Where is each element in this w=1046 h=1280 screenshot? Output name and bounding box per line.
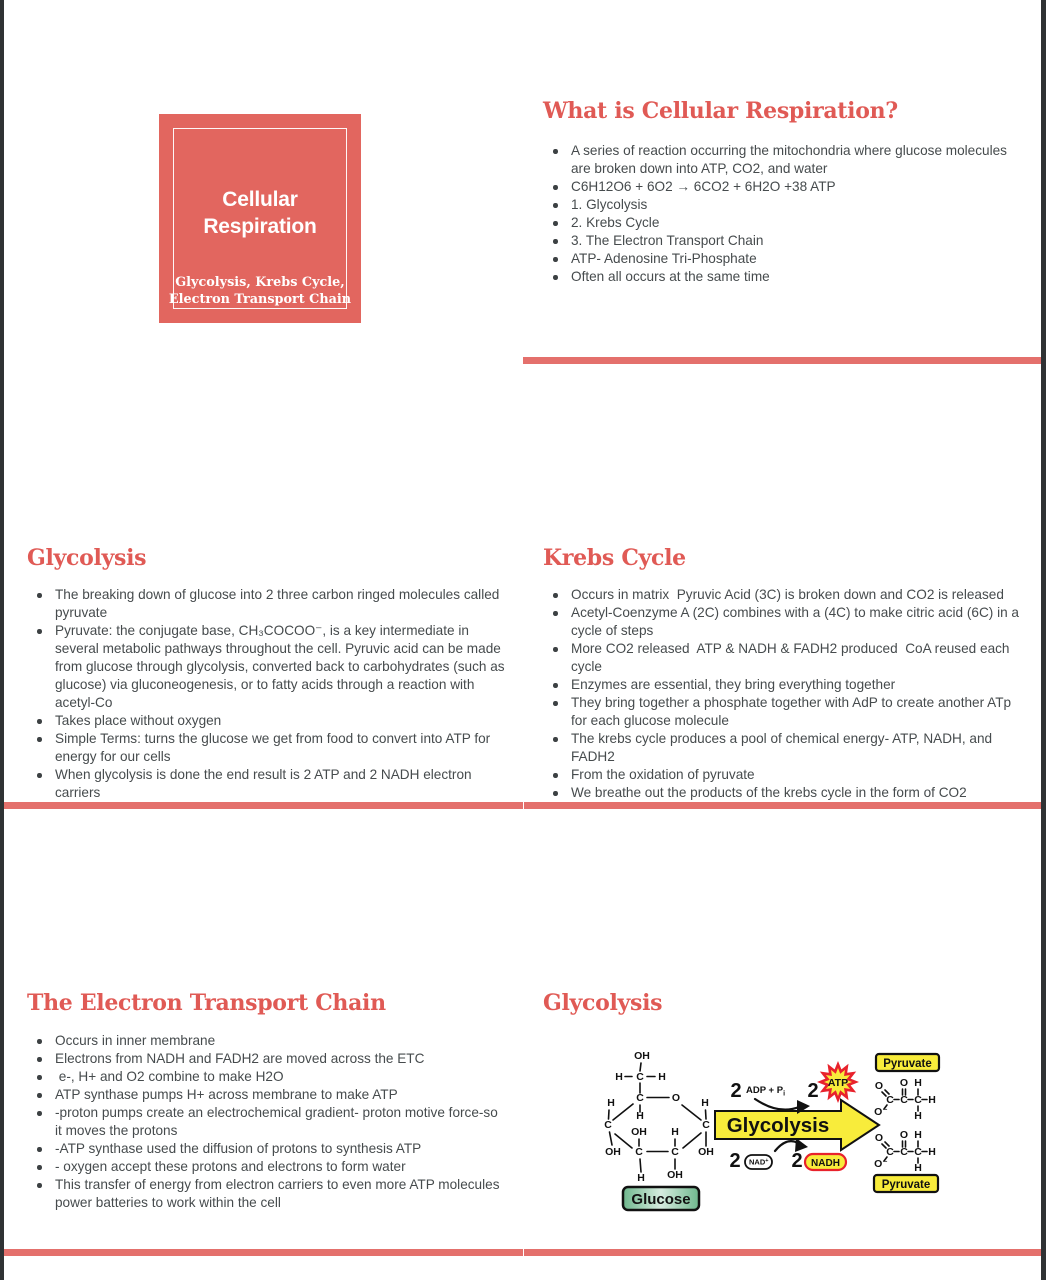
page-edge-right — [1041, 0, 1046, 1280]
accent-bar — [523, 357, 1041, 364]
adp-atp-arrow — [755, 1099, 799, 1110]
adp-subscript: i — [783, 1090, 786, 1098]
nadh-coefficient: 2 — [791, 1150, 803, 1172]
atom-label: C — [635, 1146, 643, 1158]
atp-starburst — [817, 1061, 859, 1103]
bullet-item: A series of reaction occurring the mitochondria where glucose molecules are broken down into ATP, CO2, and water — [543, 142, 1015, 178]
atom-label: C — [636, 1092, 644, 1104]
atom-label: O — [899, 1129, 909, 1141]
title-slide-box — [159, 114, 361, 323]
bullet-item: Often all occurs at the same time — [543, 268, 1015, 286]
bullet-item: -proton pumps create an electrochemical gradient- proton motive force-so it moves the protons — [27, 1104, 505, 1140]
bullet-item: 1. Glycolysis — [543, 196, 1015, 214]
atom-label: H — [914, 1077, 922, 1089]
nad-coefficient: 2 — [729, 1150, 741, 1172]
atom-label: C — [886, 1094, 894, 1106]
bullet-item: The breaking down of glucose into 2 three carbon ringed molecules called pyruvate — [27, 586, 505, 622]
adp-coefficient: 2 — [730, 1080, 742, 1102]
atom-label: H — [914, 1110, 922, 1122]
atom-label: OH — [634, 1050, 650, 1062]
bullet-item: -ATP synthase used the diffusion of protons to synthesis ATP — [27, 1140, 505, 1158]
atom-label: O⁻ — [874, 1158, 888, 1170]
bullet-item: ATP- Adenosine Tri-Phosphate — [543, 250, 1015, 268]
glucose-label: Glucose — [631, 1191, 691, 1208]
slide-title-glycolysis: Glycolysis — [27, 545, 147, 571]
accent-bar — [524, 1249, 1041, 1256]
atom-label: C — [900, 1146, 908, 1158]
bullet-item: Acetyl-Coenzyme A (2C) combines with a (4C) to make citric acid (6C) in a cycle of steps — [543, 604, 1019, 640]
atom-label: O — [874, 1080, 884, 1092]
nad-label: NAD — [749, 1157, 766, 1167]
glycolysis-bullet-list — [27, 586, 505, 802]
atom-label: H — [914, 1129, 922, 1141]
bullet-item: From the oxidation of pyruvate — [543, 766, 1019, 784]
atom-label: O — [899, 1077, 909, 1089]
slide-title-what-is: What is Cellular Respiration? — [543, 98, 898, 124]
slide-title-glycolysis-diagram: Glycolysis — [543, 990, 663, 1016]
atom-label: H — [615, 1071, 623, 1083]
bullet-item: They bring together a phosphate together with AdP to create another ATp for each glucose molecule — [543, 694, 1019, 730]
bullet-item: 2. Krebs Cycle — [543, 214, 1015, 232]
nad-to-nadh — [729, 1138, 846, 1172]
etc-bullet-list — [27, 1032, 505, 1212]
glucose-molecule — [604, 1050, 714, 1210]
atom-label: H — [671, 1126, 679, 1138]
bullet-item: This transfer of energy from electron carriers to even more ATP molecules power batteries to work within the cell — [27, 1176, 505, 1212]
atom-label: H — [658, 1071, 666, 1083]
bullet-item: Simple Terms: turns the glucose we get from food to convert into ATP for energy for our cells — [27, 730, 505, 766]
bullet-item: We breathe out the products of the krebs cycle in the form of CO2 — [543, 784, 1019, 802]
page-edge-left — [0, 0, 4, 1280]
atom-label: OH — [698, 1146, 714, 1158]
atp-label: ATP — [827, 1077, 849, 1089]
bullet-item: ATP synthase pumps H+ across membrane to make ATP — [27, 1086, 505, 1104]
atom-label: O — [874, 1132, 884, 1144]
atom-label: OH — [605, 1146, 621, 1158]
atom-label: C — [900, 1094, 908, 1106]
krebs-bullet-list — [543, 586, 1019, 802]
deck-subtitle-line2: Electron Transport Chain — [168, 292, 352, 307]
atom-label: C — [604, 1119, 612, 1131]
slide-title-etc: The Electron Transport Chain — [27, 990, 386, 1016]
atom-label: C — [914, 1094, 922, 1106]
atom-label: OH — [631, 1126, 647, 1138]
atom-label: H — [914, 1162, 922, 1174]
bullet-item: Occurs in matrix Pyruvic Acid (3C) is broken down and CO2 is released — [543, 586, 1019, 604]
accent-bar — [4, 1249, 523, 1256]
what-is-bullet-list — [543, 142, 1015, 286]
atom-label: H — [928, 1146, 936, 1158]
atom-label: H — [928, 1094, 936, 1106]
deck-subtitle — [159, 274, 361, 308]
svg-text:ADP + Pi — [746, 1085, 785, 1098]
atom-label: O⁻ — [874, 1106, 888, 1118]
atom-label: H — [637, 1172, 645, 1184]
atom-label: O — [671, 1092, 681, 1104]
atom-label: H — [636, 1110, 644, 1122]
atom-label: OH — [667, 1169, 683, 1181]
pyruvate-label: Pyruvate — [881, 1179, 931, 1191]
bullet-item: Takes place without oxygen — [27, 712, 505, 730]
accent-bar — [524, 802, 1041, 809]
atom-label: C — [914, 1146, 922, 1158]
bullet-item: The krebs cycle produces a pool of chemical energy- ATP, NADH, and FADH2 — [543, 730, 1019, 766]
pyruvate-top — [874, 1054, 939, 1122]
bullet-item: e-, H+ and O2 combine to make H2O — [27, 1068, 505, 1086]
slide-title-krebs: Krebs Cycle — [543, 545, 686, 571]
atom-label: C — [671, 1146, 679, 1158]
bullet-item: Pyruvate: the conjugate base, CH₃COCOO⁻, is a key intermediate in several metabolic pathways throughout the cell. Pyruvic acid can be made from glucose through glycolysis, converted back to carbohydrates (such as glucose) via gluconeogenesis, or to fatty acids through a reaction with acetyl-Co — [27, 622, 505, 712]
atom-label: H — [607, 1097, 615, 1109]
bullet-item: More CO2 released ATP & NADH & FADH2 produced CoA reused each cycle — [543, 640, 1019, 676]
atom-label: C — [636, 1071, 644, 1083]
bullet-item: Enzymes are essential, they bring everything together — [543, 676, 1019, 694]
bullet-item: Occurs in inner membrane — [27, 1032, 505, 1050]
deck-title: Cellular Respiration — [203, 188, 317, 238]
adp-to-atp — [730, 1061, 859, 1114]
pyruvate-bottom — [874, 1129, 938, 1192]
bullet-item: C6H12O6 + 6O2 → 6CO2 + 6H2O +38 ATP — [543, 178, 1015, 196]
atom-label: H — [701, 1097, 709, 1109]
atp-coefficient: 2 — [807, 1080, 819, 1102]
glycolysis-diagram — [595, 1035, 1015, 1220]
adp-label: ADP + P — [746, 1085, 784, 1096]
atom-label: C — [702, 1119, 710, 1131]
glycolysis-arrow-label: Glycolysis — [726, 1114, 830, 1137]
bullet-item: When glycolysis is done the end result is 2 ATP and 2 NADH electron carriers — [27, 766, 505, 802]
bullet-item: 3. The Electron Transport Chain — [543, 232, 1015, 250]
bullet-item: Electrons from NADH and FADH2 are moved across the ETC — [27, 1050, 505, 1068]
accent-bar — [4, 802, 523, 809]
nadh-label: NADH — [811, 1158, 840, 1169]
atom-label: C — [886, 1146, 894, 1158]
bullet-item: - oxygen accept these protons and electrons to form water — [27, 1158, 505, 1176]
deck-subtitle-line1: Glycolysis, Krebs Cycle, — [175, 275, 345, 290]
nad-superscript: + — [765, 1158, 769, 1164]
pyruvate-label: Pyruvate — [883, 1058, 932, 1070]
